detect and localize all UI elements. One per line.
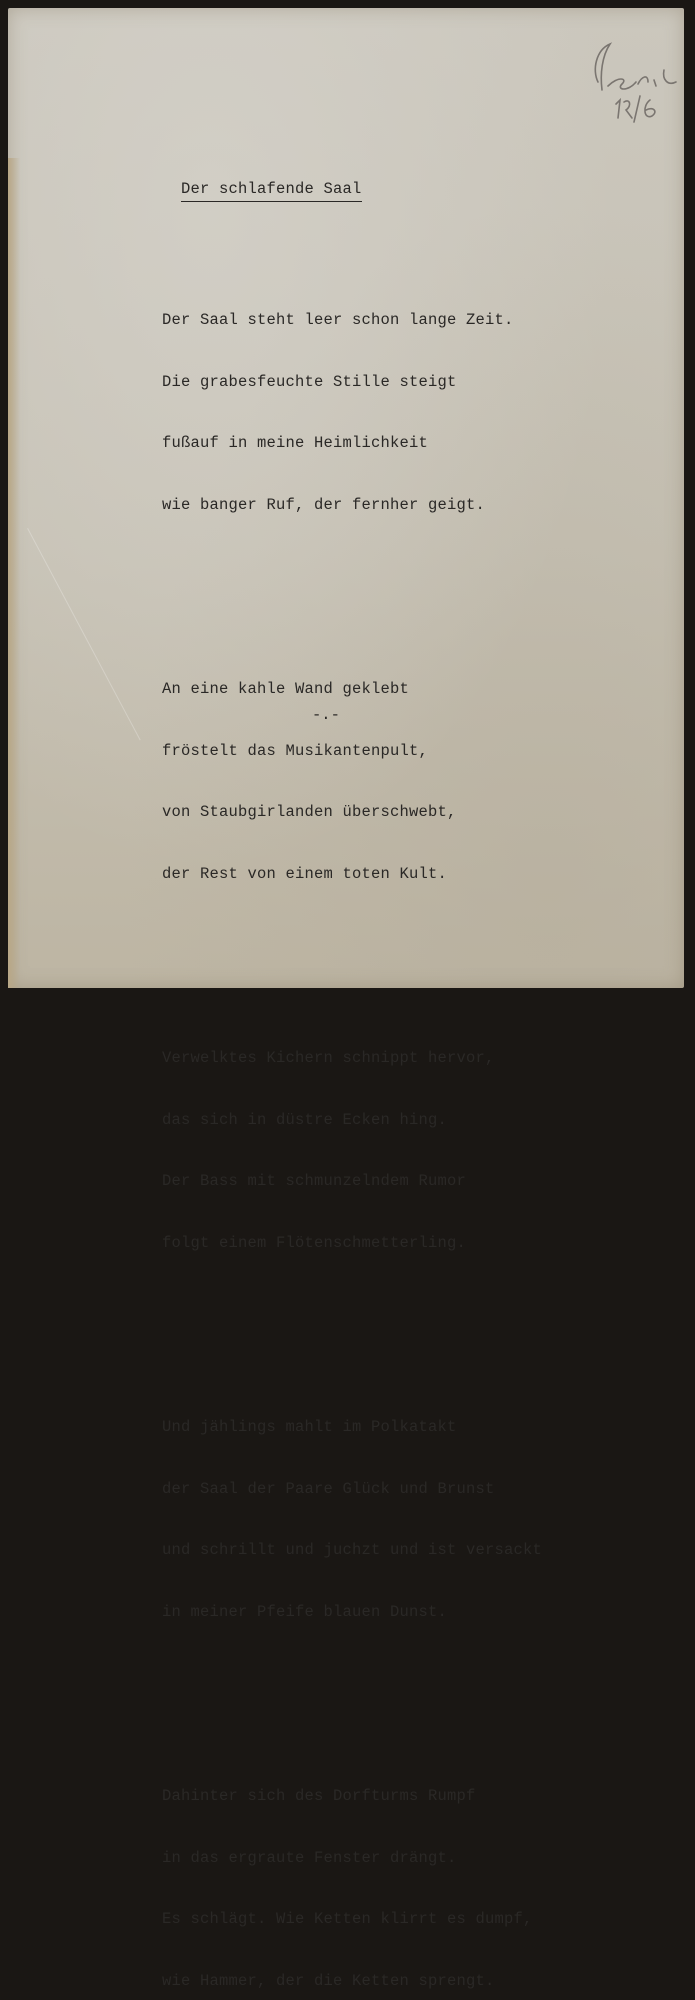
handwritten-annotation-icon [588, 30, 688, 130]
end-mark: -.- [312, 706, 340, 724]
poem-title: Der schlafende Saal [181, 179, 362, 203]
poem-line: und schrillt und juchzt und ist versackt [162, 1541, 543, 1559]
poem-line: fröstelt das Musikantenpult, [162, 741, 429, 760]
poem-line: der Saal der Paare Glück und Brunst [162, 1479, 495, 1498]
poem-line: Es schlägt. Wie Ketten klirrt es dumpf, [162, 1910, 533, 1928]
stanza-3 [162, 1007, 542, 1294]
poem-line: in das ergraute Fenster drängt. [162, 1848, 457, 1867]
stanza-4 [162, 1376, 542, 1663]
poem-line: wie banger Ruf, der fernher geigt. [162, 495, 486, 514]
poem-line: fußauf in meine Heimlichkeit [162, 434, 429, 452]
poem-line: in meiner Pfeife blauen Dunst. [162, 1602, 448, 1621]
poem-line: Der Bass mit schmunzelndem Rumor [162, 1172, 467, 1190]
poem-line: Dahinter sich des Dorfturms Rumpf [162, 1787, 476, 1805]
poem-line: das sich in düstre Ecken hing. [162, 1110, 448, 1129]
paper-crease [27, 528, 141, 740]
poem-line: Der Saal steht leer schon lange Zeit. [162, 311, 514, 329]
poem-line: folgt einem Flötenschmetterling. [162, 1233, 467, 1252]
paper-torn-edge [8, 158, 20, 988]
poem-line: Die grabesfeuchte Stille steigt [162, 372, 457, 391]
poem-line: der Rest von einem toten Kult. [162, 864, 448, 883]
poem-line: von Staubgirlanden überschwebt, [162, 803, 457, 821]
poem-line: An eine kahle Wand geklebt [162, 680, 410, 698]
stanza-5 [162, 1745, 542, 2000]
stanza-2 [162, 638, 542, 925]
stanza-1 [162, 269, 542, 556]
poem-line: Und jählings mahlt im Polkatakt [162, 1418, 457, 1436]
poem-line: Verwelktes Kichern schnippt hervor, [162, 1049, 495, 1067]
poem-line: wie Hammer, der die Ketten sprengt. [162, 1971, 495, 1990]
poem [162, 158, 542, 2000]
